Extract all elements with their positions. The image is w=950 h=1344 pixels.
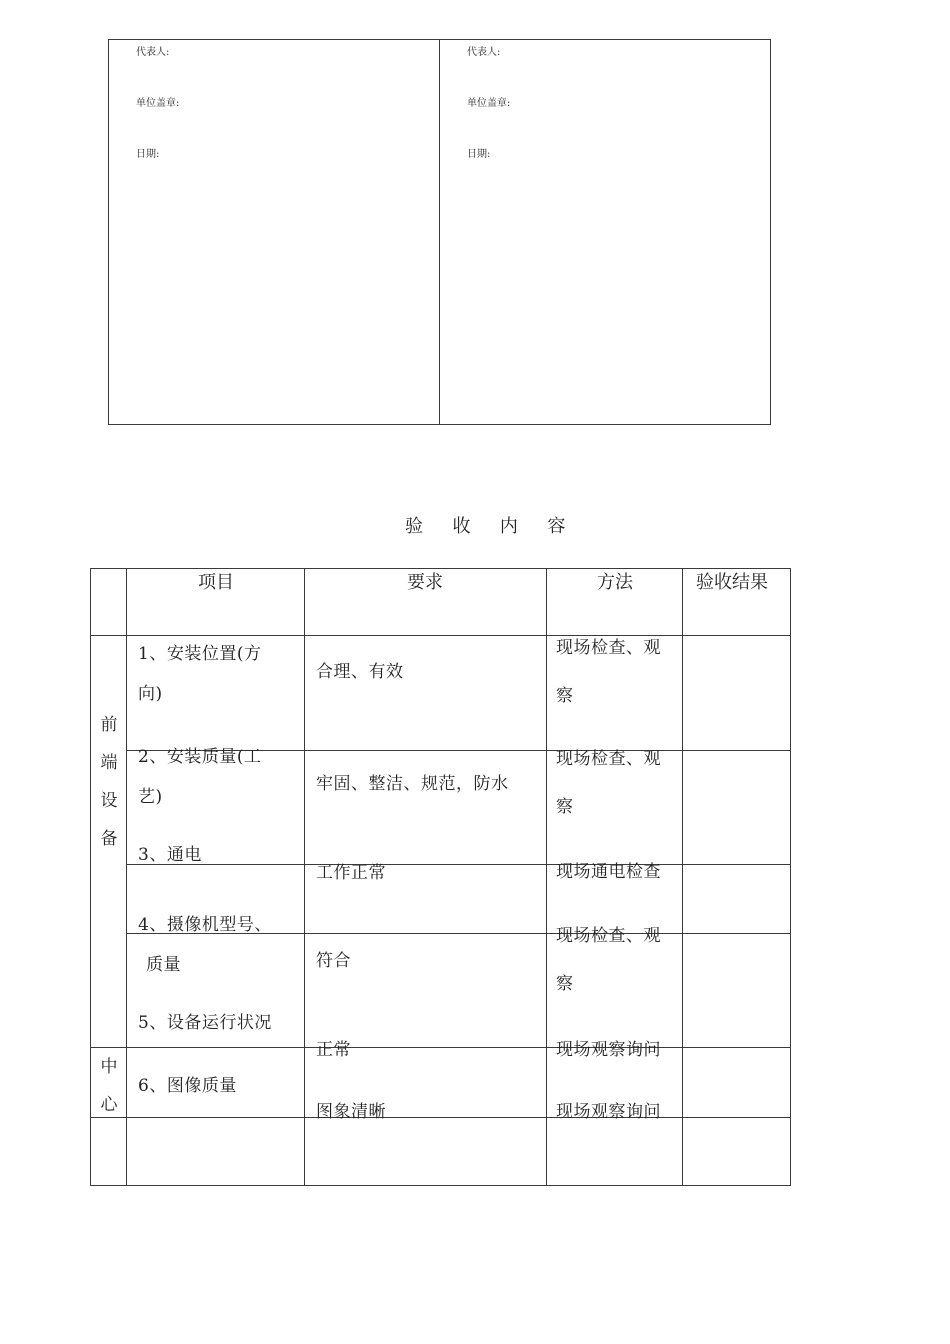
method-4-line-2: 察 bbox=[556, 974, 574, 994]
requirement-6: 图象清晰 bbox=[316, 1102, 386, 1122]
col-line bbox=[304, 568, 305, 1186]
header-requirement: 要求 bbox=[407, 572, 443, 593]
row-line bbox=[90, 635, 791, 636]
item-1-line-2: 向) bbox=[138, 684, 163, 704]
item-4-line-2: 质量 bbox=[146, 955, 181, 975]
section-title: 验 收 内 容 bbox=[405, 516, 572, 537]
row-line bbox=[90, 1047, 791, 1048]
row-line bbox=[126, 864, 791, 865]
seal-label: 单位盖章: bbox=[467, 98, 511, 109]
item-3: 3、通电 bbox=[138, 845, 202, 865]
col-line bbox=[682, 568, 683, 1186]
col-line bbox=[790, 568, 791, 1186]
sig-border-right bbox=[770, 39, 771, 425]
header-method: 方法 bbox=[597, 572, 633, 593]
group-center-label bbox=[92, 1048, 126, 1124]
item-4-line-1: 4、摄像机型号、 bbox=[138, 915, 272, 935]
col-line bbox=[126, 568, 127, 1186]
col-line bbox=[90, 568, 91, 1186]
method-3: 现场通电检查 bbox=[556, 862, 661, 882]
requirement-5: 正常 bbox=[316, 1040, 351, 1060]
item-2-line-1: 2、安装质量(工 bbox=[138, 747, 262, 767]
representative-label: 代表人: bbox=[136, 47, 170, 58]
requirement-3: 工作正常 bbox=[316, 863, 386, 883]
date-label: 日期: bbox=[467, 149, 491, 160]
method-2-line-2: 察 bbox=[556, 797, 574, 817]
requirement-4: 符合 bbox=[316, 951, 351, 971]
seal-label: 单位盖章: bbox=[136, 98, 180, 109]
group-char: 中 bbox=[100, 1057, 118, 1077]
group-char: 心 bbox=[100, 1095, 118, 1115]
group-front-end-label bbox=[92, 706, 126, 858]
method-1-line-1: 现场检查、观 bbox=[556, 638, 661, 658]
header-item: 项目 bbox=[198, 572, 234, 593]
method-6: 现场观察询问 bbox=[556, 1102, 661, 1122]
requirement-2: 牢固、整洁、规范，防水 bbox=[316, 774, 509, 794]
item-2-line-2: 艺) bbox=[138, 787, 163, 807]
col-line bbox=[546, 568, 547, 1186]
method-2-line-1: 现场检查、观 bbox=[556, 749, 661, 769]
item-5: 5、设备运行状况 bbox=[138, 1013, 272, 1033]
group-char: 备 bbox=[100, 829, 118, 849]
requirement-1: 合理、有效 bbox=[316, 662, 404, 682]
item-1-line-1: 1、安装位置(方 bbox=[138, 644, 262, 664]
date-label: 日期: bbox=[136, 149, 160, 160]
row-line bbox=[90, 1185, 791, 1186]
sig-right-cell bbox=[439, 39, 770, 425]
row-line bbox=[90, 1117, 791, 1118]
item-6: 6、图像质量 bbox=[138, 1076, 237, 1096]
group-char: 端 bbox=[100, 753, 118, 773]
representative-label: 代表人: bbox=[467, 47, 501, 58]
method-4-line-1: 现场检查、观 bbox=[556, 926, 661, 946]
header-result: 验收结果 bbox=[696, 572, 768, 593]
sig-left-cell bbox=[108, 39, 439, 425]
group-char: 设 bbox=[100, 791, 118, 811]
group-char: 前 bbox=[100, 715, 118, 735]
method-5: 现场观察询问 bbox=[556, 1040, 661, 1060]
method-1-line-2: 察 bbox=[556, 686, 574, 706]
